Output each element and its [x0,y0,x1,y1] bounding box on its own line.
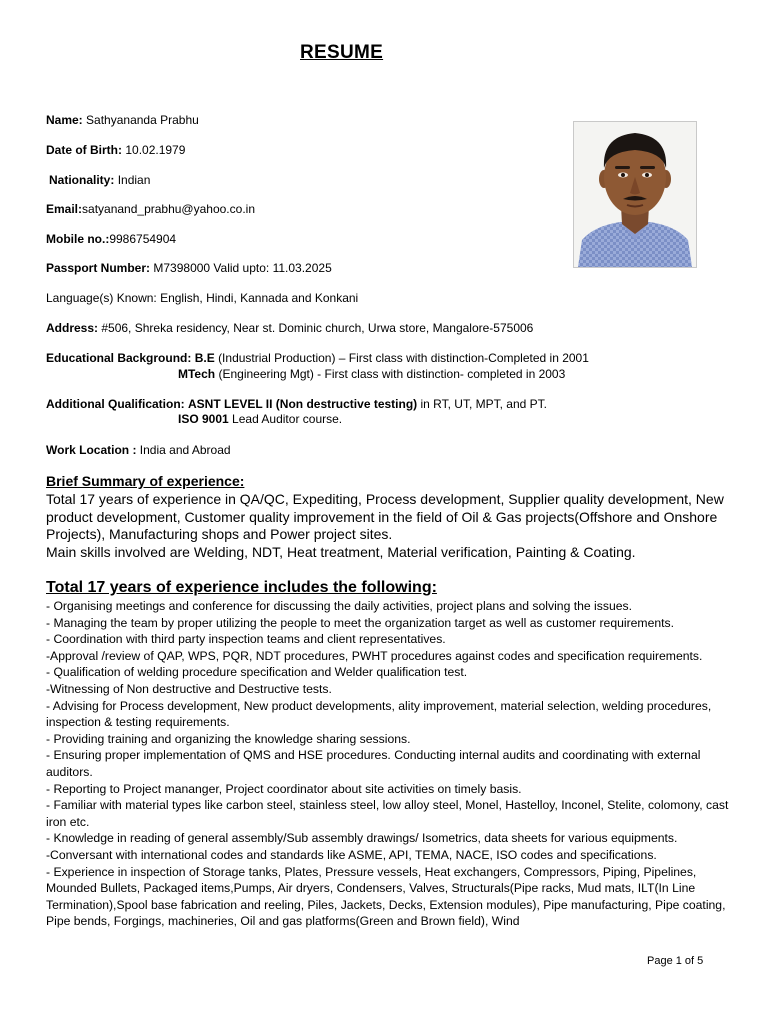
mobile-row [46,232,176,247]
education-be: B.E [194,351,215,365]
list-item: -Conversant with international codes and standards like ASME, API, TEMA, NACE, ISO codes and specifications. [46,847,657,862]
nationality-label: Nationality: [49,173,115,187]
education-label: Educational Background: [46,351,192,365]
list-item: - Familiar with material types like carbon steel, stainless steel, low alloy steel, Monel, Hastelloy, Inconel, Stelite, colomony, cast iron etc. [46,798,729,829]
experience-list [46,598,736,930]
additional-qualification-row [46,397,547,412]
work-location-label: Work Location : [46,443,137,457]
nationality-value: Indian [117,173,151,187]
address-row [46,321,533,336]
additional-iso-row [178,412,342,427]
address-value: #506, Shreka residency, Near st. Dominic church, Urwa store, Mangalore-575006 [101,321,534,335]
passport-value: M7398000 Valid upto: 11.03.2025 [153,261,332,275]
work-location-value: India and Abroad [139,443,231,457]
additional-iso: ISO 9001 [178,412,229,426]
mobile-label: Mobile no.: [46,232,110,246]
additional-asnt: ASNT LEVEL II (Non destructive testing) [188,397,418,411]
list-item: - Providing training and organizing the knowledge sharing sessions. [46,731,411,746]
additional-asnt-detail: in RT, UT, MPT, and PT. [420,397,547,411]
languages-row: Language(s) Known: English, Hindi, Kannada and Konkani [46,291,359,305]
list-item: - Organising meetings and conference for discussing the daily activities, project plans and solving the issues. [46,599,632,613]
resume-title: RESUME [300,42,384,63]
nationality-row [49,173,150,188]
mobile-value: 9986754904 [109,232,177,246]
profile-photo-image [574,122,696,267]
address-label: Address: [46,321,99,335]
passport-label: Passport Number: [46,261,151,275]
name-row [46,113,199,128]
education-be-detail: (Industrial Production) – First class with distinction-Completed in 2001 [218,351,589,365]
list-item: - Reporting to Project mananger, Project coordinator about site activities on timely basis. [46,781,522,796]
experience-heading: Total 17 years of experience includes the following: [46,579,437,596]
list-item: - Advising for Process development, New product developments, ality improvement, material selection, welding procedures, inspection & testing requirements. [46,698,712,730]
email-row [46,202,255,217]
email-label: Email: [46,202,83,216]
page-number: Page 1 of 5 [647,955,704,967]
summary-skills: Main skills involved are Welding, NDT, Heat treatment, Material verification, Painting & Coating. [46,543,636,560]
additional-iso-detail: Lead Auditor course. [232,412,343,426]
passport-row [46,261,332,276]
list-item: - Experience in inspection of Storage tanks, Plates, Pressure vessels, Heat exchangers, Compressors, Piping, Pipelines, Mounded Bullets, Packaged items,Pumps, Air dryers, Condensers, Valves, Structurals(Pipe racks, Mud mats, ILT(In Line Termination),Spool base fabrication and reeling, Piles, Jackets, Decks, Extension modules), Pipe manufacturing, Pipe coating, Pipe bends, Forgings, machineries, Oil and gas platforms(Green and Brown field), Wind [46,864,726,929]
list-item: - Qualification of welding procedure specification and Welder qualification test. [46,665,468,680]
list-item: - Ensuring proper implementation of QMS and HSE procedures. Conducting internal audits and coordinating with external auditors. [46,748,701,779]
name-value: Sathyananda Prabhu [86,113,199,127]
education-row [46,351,589,366]
profile-photo [573,121,697,268]
dob-label: Date of Birth: [46,143,122,157]
list-item: - Knowledge in reading of general assembly/Sub assembly drawings/ Isometrics, data sheets for various equipments. [46,831,678,846]
education-mtech: MTech [178,367,216,381]
list-item: - Managing the team by proper utilizing the people to meet the organization target as well as customer requirements. [46,615,674,630]
additional-label: Additional Qualification: [46,397,185,411]
dob-row [46,143,185,158]
work-location-row [46,443,231,458]
education-mtech-detail: (Engineering Mgt) - First class with distinction- completed in 2003 [218,367,566,381]
email-value: satyanand_prabhu@yahoo.co.in [82,202,255,216]
list-item: -Witnessing of Non destructive and Destructive tests. [46,681,332,696]
list-item: - Coordination with third party inspection teams and client representatives. [46,632,446,647]
education-mtech-row [178,367,565,382]
list-item: -Approval /review of QAP, WPS, PQR, NDT procedures, PWHT procedures against codes and specification requirements. [46,648,703,663]
summary-heading: Brief Summary of experience: [46,473,245,489]
summary-paragraph: Total 17 years of experience in QA/QC, Expediting, Process development, Supplier quality development, New product development, Customer quality improvement in the field of Oil & Gas projects(Offshore and Onshore Projects), Manufacturing shops and Power project sites. [46,491,724,543]
dob-value: 10.02.1979 [125,143,186,157]
name-label: Name: [46,113,83,127]
summary-body [46,491,726,561]
